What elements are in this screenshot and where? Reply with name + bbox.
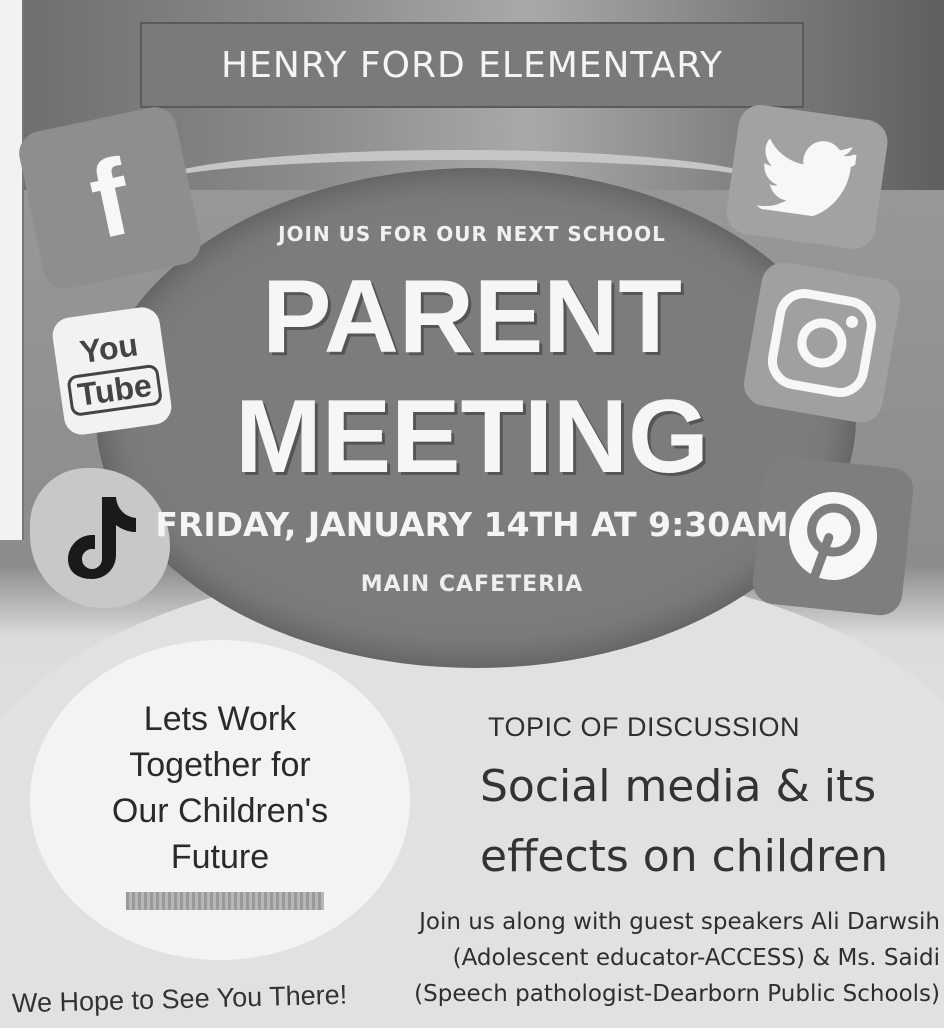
twitter-bird-icon (756, 133, 858, 221)
decorative-bar (126, 892, 324, 910)
closing-message: We Hope to See You There! (11, 979, 348, 1019)
event-title-meeting: MEETING (235, 379, 709, 495)
school-name: HENRY FORD ELEMENTARY (221, 44, 723, 86)
slogan-line: Lets Work (143, 700, 297, 738)
slogan-line: Future (170, 838, 270, 876)
topic-line: effects on children (480, 831, 889, 882)
event-title-parent: PARENT (262, 259, 682, 375)
slogan-text (46, 696, 394, 880)
speakers-info (410, 904, 940, 1012)
youtube-label-bottom: Tube (66, 364, 163, 418)
event-intro: JOIN US FOR OUR NEXT SCHOOL (278, 222, 666, 246)
youtube-label-top: You (77, 326, 141, 370)
slogan-line: Our Children's (111, 792, 329, 830)
topic-heading: TOPIC OF DISCUSSION (488, 712, 801, 742)
school-name-banner (140, 22, 804, 108)
topic-text (480, 752, 920, 892)
speakers-line: Join us along with guest speakers Ali Darwsih (419, 909, 940, 935)
event-datetime: FRIDAY, JANUARY 14TH AT 9:30AM (155, 505, 789, 544)
facebook-glyph: f (79, 135, 141, 261)
topic-line: Social media & its (480, 761, 877, 812)
speakers-line: (Adolescent educator-ACCESS) & Ms. Saidi (452, 945, 940, 971)
speakers-line: (Speech pathologist-Dearborn Public Schools) (414, 981, 940, 1007)
slogan-line: Together for (129, 746, 311, 784)
event-location: MAIN CAFETERIA (360, 572, 584, 597)
